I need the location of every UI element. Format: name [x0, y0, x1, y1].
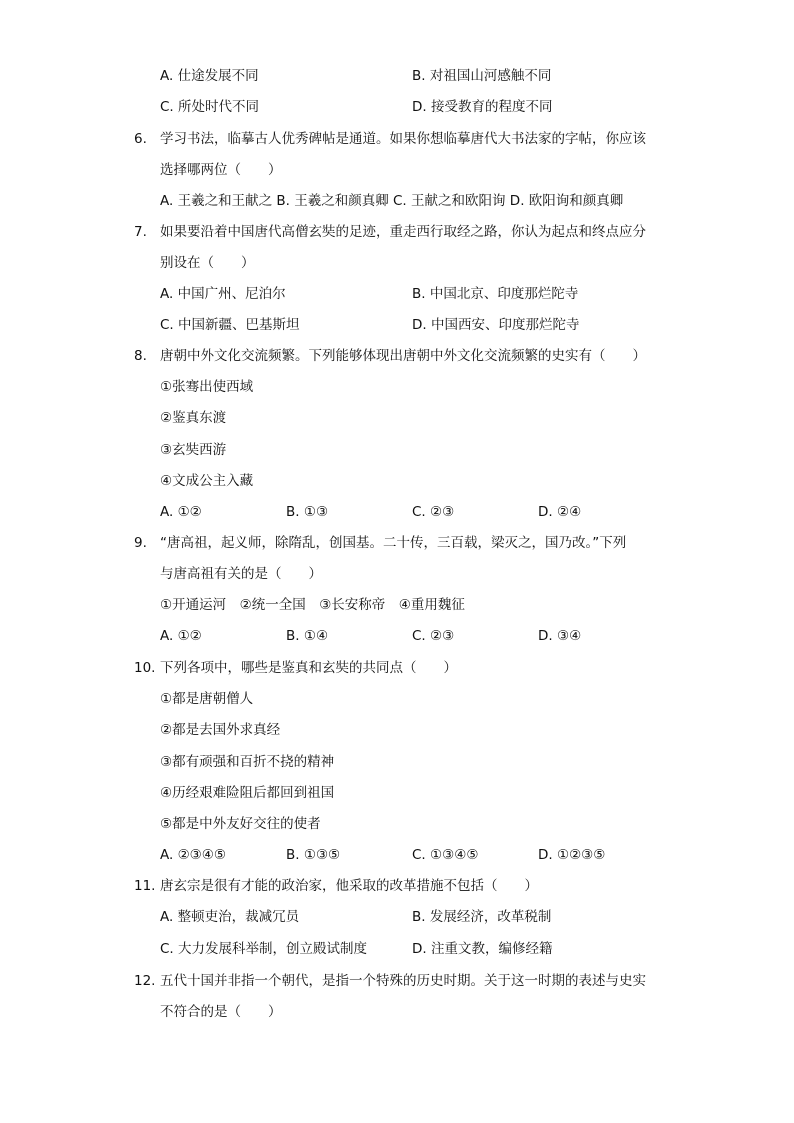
q9-stem-line-2: 与唐高祖有关的是（ ） [160, 566, 322, 582]
q8-item-1: ①张骞出使西域 [160, 379, 254, 395]
q6-options: A. 王羲之和王献之 B. 王羲之和颜真卿 C. 王献之和欧阳询 D. 欧阳询和颜真卿 [160, 193, 624, 209]
q9-items: ①开通运河 ②统一全国 ③长安称帝 ④重用魏征 [160, 597, 465, 613]
q9-option-c: C. ②③ [412, 628, 455, 644]
q9-option-d: D. ③④ [538, 628, 582, 644]
q9-number: 9. [134, 535, 147, 551]
q12-number: 12. [134, 973, 156, 989]
q8-option-a: A. ①② [160, 504, 202, 520]
q7-stem-line-1: 如果要沿着中国唐代高僧玄奘的足迹，重走西行取经之路，你认为起点和终点应分 [160, 224, 646, 240]
q10-item-3: ③都有顽强和百折不挠的精神 [160, 754, 335, 770]
q7-number: 7. [134, 224, 147, 240]
q6-number: 6. [134, 131, 147, 147]
q5-option-b: B. 对祖国山河感触不同 [412, 68, 552, 84]
q8-option-d: D. ②④ [538, 504, 582, 520]
q11-option-b: B. 发展经济，改革税制 [412, 909, 552, 925]
q8-item-2: ②鉴真东渡 [160, 410, 227, 426]
q10-stem: 下列各项中，哪些是鉴真和玄奘的共同点（ ） [160, 660, 457, 676]
q10-number: 10. [134, 660, 156, 676]
q9-option-b: B. ①④ [286, 628, 329, 644]
q11-number: 11. [134, 878, 156, 894]
q7-option-c: C. 中国新疆、巴基斯坦 [160, 317, 300, 333]
q10-option-c: C. ①③④⑤ [412, 847, 479, 863]
q5-option-d: D. 接受教育的程度不同 [412, 99, 553, 115]
q12-stem-line-2: 不符合的是（ ） [160, 1004, 282, 1020]
q11-option-d: D. 注重文教，编修经籍 [412, 941, 553, 957]
q10-item-2: ②都是去国外求真经 [160, 722, 281, 738]
q8-number: 8. [134, 348, 147, 364]
q6-stem-line-1: 学习书法，临摹古人优秀碑帖是通道。如果你想临摹唐代大书法家的字帖，你应该 [160, 131, 646, 147]
q11-stem: 唐玄宗是很有才能的政治家，他采取的改革措施不包括（ ） [160, 878, 538, 894]
q8-item-3: ③玄奘西游 [160, 442, 227, 458]
q12-stem-line-1: 五代十国并非指一个朝代，是指一个特殊的历史时期。关于这一时期的表述与史实 [160, 973, 646, 989]
q7-option-d: D. 中国西安、印度那烂陀寺 [412, 317, 580, 333]
q9-option-a: A. ①② [160, 628, 202, 644]
q10-item-5: ⑤都是中外友好交往的使者 [160, 816, 321, 832]
q8-stem: 唐朝中外文化交流频繁。下列能够体现出唐朝中外文化交流频繁的史实有（ ） [160, 348, 646, 364]
q8-option-b: B. ①③ [286, 504, 329, 520]
q5-option-c: C. 所处时代不同 [160, 99, 260, 115]
q10-option-b: B. ①③⑤ [286, 847, 341, 863]
q10-option-d: D. ①②③⑤ [538, 847, 606, 863]
q8-item-4: ④文成公主入藏 [160, 473, 254, 489]
q10-item-4: ④历经艰难险阻后都回到祖国 [160, 785, 335, 801]
q9-stem-line-1: “唐高祖，起义师，除隋乱，创国基。二十传，三百载，梁灭之，国乃改。”下列 [160, 535, 627, 551]
q7-option-b: B. 中国北京、印度那烂陀寺 [412, 286, 579, 302]
q10-item-1: ①都是唐朝僧人 [160, 691, 254, 707]
q8-option-c: C. ②③ [412, 504, 455, 520]
q7-option-a: A. 中国广州、尼泊尔 [160, 286, 286, 302]
q11-option-c: C. 大力发展科举制，创立殿试制度 [160, 941, 368, 957]
q5-option-a: A. 仕途发展不同 [160, 68, 259, 84]
q11-option-a: A. 整顿吏治，裁减冗员 [160, 909, 300, 925]
q6-stem-line-2: 选择哪两位（ ） [160, 162, 282, 178]
q10-option-a: A. ②③④⑤ [160, 847, 226, 863]
q7-stem-line-2: 别设在（ ） [160, 255, 255, 271]
